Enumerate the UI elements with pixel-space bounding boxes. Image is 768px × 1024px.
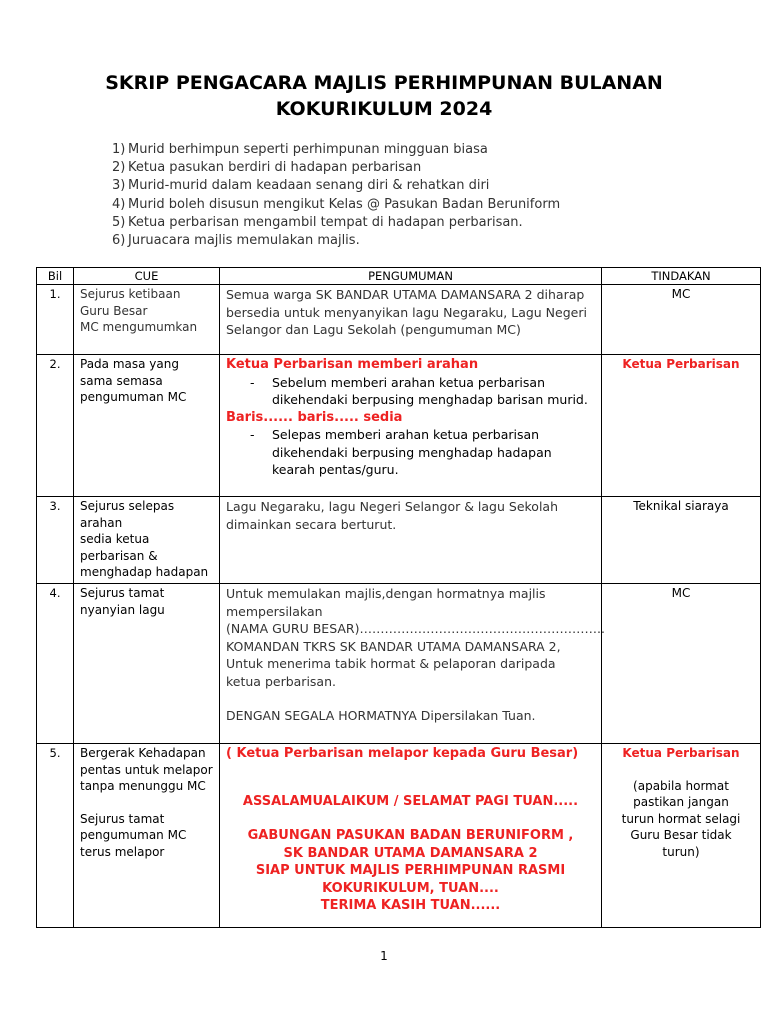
cue-line: terus melapor (80, 844, 165, 859)
row-pengumuman (220, 744, 602, 928)
bullet-line: Sebelum memberi arahan ketua perbarisan (272, 374, 545, 390)
note-line: turun hormat selagi (621, 811, 741, 826)
cue-line: sedia ketua (80, 532, 150, 546)
red-heading: ( Ketua Perbarisan melapor kepada Guru Besar) (226, 746, 579, 761)
row-tindakan: Ketua Perbarisan (602, 355, 761, 497)
script-table (36, 267, 761, 928)
header-tindakan: TINDAKAN (602, 268, 761, 285)
action-label: Ketua Perbarisan (622, 746, 740, 760)
intro-text: Ketua pasukan berdiri di hadapan perbarisan (128, 160, 422, 176)
announcement-line: Untuk menerima tabik hormat & pelaporan daripada (226, 656, 556, 671)
intro-text: Murid-murid dalam keadaan senang diri & rehatkan diri (128, 178, 490, 194)
header-cue: CUE (74, 268, 220, 285)
cue-line: Sejurus selepas arahan (80, 499, 175, 530)
red-heading: Baris...... baris..... sedia (226, 409, 403, 425)
cue-line: sama semasa (80, 373, 163, 388)
action-note (608, 778, 754, 861)
row-tindakan: MC (602, 285, 761, 355)
announcement-line: Selangor dan Lagu Sekolah (pengumuman MC) (226, 322, 521, 337)
bullet-dash: - (250, 374, 255, 390)
cue-line: pengumuman MC (80, 828, 187, 842)
cue-line: Bergerak Kehadapan (80, 746, 206, 760)
document-title (0, 70, 768, 122)
cue-line: Pada masa yang (80, 357, 179, 371)
table-row (37, 497, 761, 584)
cue-line: MC mengumumkan (80, 320, 198, 334)
announcement-line: Lagu Negaraku, lagu Negeri Selangor & lagu Sekolah (226, 499, 559, 514)
intro-number: 4) (112, 196, 126, 212)
table-row (37, 744, 761, 928)
intro-item (104, 232, 560, 250)
intro-list (104, 141, 560, 250)
cue-line: tanpa menunggu MC (80, 779, 206, 793)
note-line: Guru Besar tidak (630, 828, 732, 842)
table-row (37, 355, 761, 497)
bullet-item (226, 374, 595, 409)
note-line: (apabila hormat (633, 778, 729, 793)
title-line-1: SKRIP PENGACARA MAJLIS PERHIMPUNAN BULANAN (105, 72, 663, 94)
row-number: 1. (37, 285, 74, 355)
cue-line: pengumuman MC (80, 390, 187, 404)
intro-text: Ketua perbarisan mengambil tempat di hadapan perbarisan. (128, 214, 523, 230)
announcement-closing: DENGAN SEGALA HORMATNYA Dipersilakan Tuan. (226, 708, 536, 723)
row-cue (74, 285, 220, 355)
row-pengumuman (220, 285, 602, 355)
announcement-line: (NAMA GURU BESAR)………………………………………………….. (226, 621, 605, 636)
cue-line: pentas untuk melapor (80, 762, 213, 777)
announcement-line: mempersilakan (226, 603, 323, 619)
greeting-line: ASSALAMUALAIKUM / SELAMAT PAGI TUAN..... (242, 793, 579, 809)
intro-item (104, 214, 560, 232)
page-number: 1 (380, 949, 388, 963)
announcement-line: Semua warga SK BANDAR UTAMA DAMANSARA 2 diharap (226, 287, 585, 302)
row-cue (74, 497, 220, 584)
row-tindakan (602, 744, 761, 928)
intro-text: Juruacara majlis memulakan majlis. (128, 233, 360, 249)
row-tindakan: Teknikal siaraya (602, 497, 761, 584)
row-number: 5. (37, 744, 74, 928)
cue-line: nyanyian lagu (80, 602, 165, 617)
announcement-line: Untuk memulakan majlis,dengan hormatnya majlis (226, 586, 546, 601)
row-cue (74, 744, 220, 928)
cue-line: Guru Besar (80, 303, 148, 318)
intro-number: 6) (112, 233, 126, 249)
row-number: 3. (37, 497, 74, 584)
title-line-2: KOKURIKULUM 2024 (275, 98, 493, 120)
intro-text: Murid boleh disusun mengikut Kelas @ Pasukan Badan Beruniform (128, 196, 561, 212)
intro-item (104, 177, 560, 195)
bullet-line: dikehendaki berpusing menghadap barisan murid. (272, 392, 588, 407)
cue-line: perbarisan & (80, 548, 158, 563)
note-line: pastikan jangan (633, 795, 729, 809)
cue-line: Sejurus tamat (80, 811, 165, 826)
bullet-line: dikehendaki berpusing menghadap hadapan (272, 444, 552, 460)
report-line: SK BANDAR UTAMA DAMANSARA 2 (283, 845, 538, 861)
intro-number: 3) (112, 178, 126, 194)
row-pengumuman (220, 497, 602, 584)
cue-line: Sejurus ketibaan (80, 287, 181, 301)
table-header-row (37, 268, 761, 285)
table-row (37, 285, 761, 355)
intro-item (104, 196, 560, 214)
row-tindakan: MC (602, 584, 761, 744)
intro-number: 2) (112, 160, 126, 176)
bullet-line: kearah pentas/guru. (272, 462, 399, 477)
row-cue (74, 584, 220, 744)
report-block (226, 827, 595, 915)
announcement-line: dimainkan secara berturut. (226, 516, 397, 532)
intro-text: Murid berhimpun seperti perhimpunan mingguan biasa (128, 142, 488, 157)
bullet-item (226, 426, 595, 479)
row-cue (74, 355, 220, 497)
announcement-line: ketua perbarisan. (226, 673, 336, 689)
header-bil: Bil (37, 268, 74, 285)
report-line: TERIMA KASIH TUAN...... (320, 898, 501, 913)
intro-item (104, 141, 560, 159)
table-row (37, 584, 761, 744)
row-number: 2. (37, 355, 74, 497)
bullet-dash: - (250, 427, 255, 442)
row-pengumuman (220, 355, 602, 497)
announcement-line: KOMANDAN TKRS SK BANDAR UTAMA DAMANSARA 2, (226, 638, 561, 654)
header-pengumuman: PENGUMUMAN (220, 268, 602, 285)
intro-number: 1) (112, 142, 126, 157)
red-heading: Ketua Perbarisan memberi arahan (226, 357, 479, 372)
row-pengumuman (220, 584, 605, 744)
cue-line: menghadap hadapan (80, 565, 209, 579)
intro-item (104, 159, 560, 177)
row-number: 4. (37, 584, 74, 744)
announcement-line: bersedia untuk menyanyikan lagu Negaraku, Lagu Negeri (226, 304, 587, 320)
report-line: GABUNGAN PASUKAN BADAN BERUNIFORM , (247, 828, 574, 843)
note-line: turun) (662, 844, 700, 859)
report-line: SIAP UNTUK MAJLIS PERHIMPUNAN RASMI (255, 863, 566, 878)
cue-line: Sejurus tamat (80, 586, 165, 600)
intro-number: 5) (112, 214, 126, 230)
bullet-line: Selepas memberi arahan ketua perbarisan (272, 427, 540, 442)
report-line: KOKURIKULUM, TUAN.... (322, 880, 499, 896)
